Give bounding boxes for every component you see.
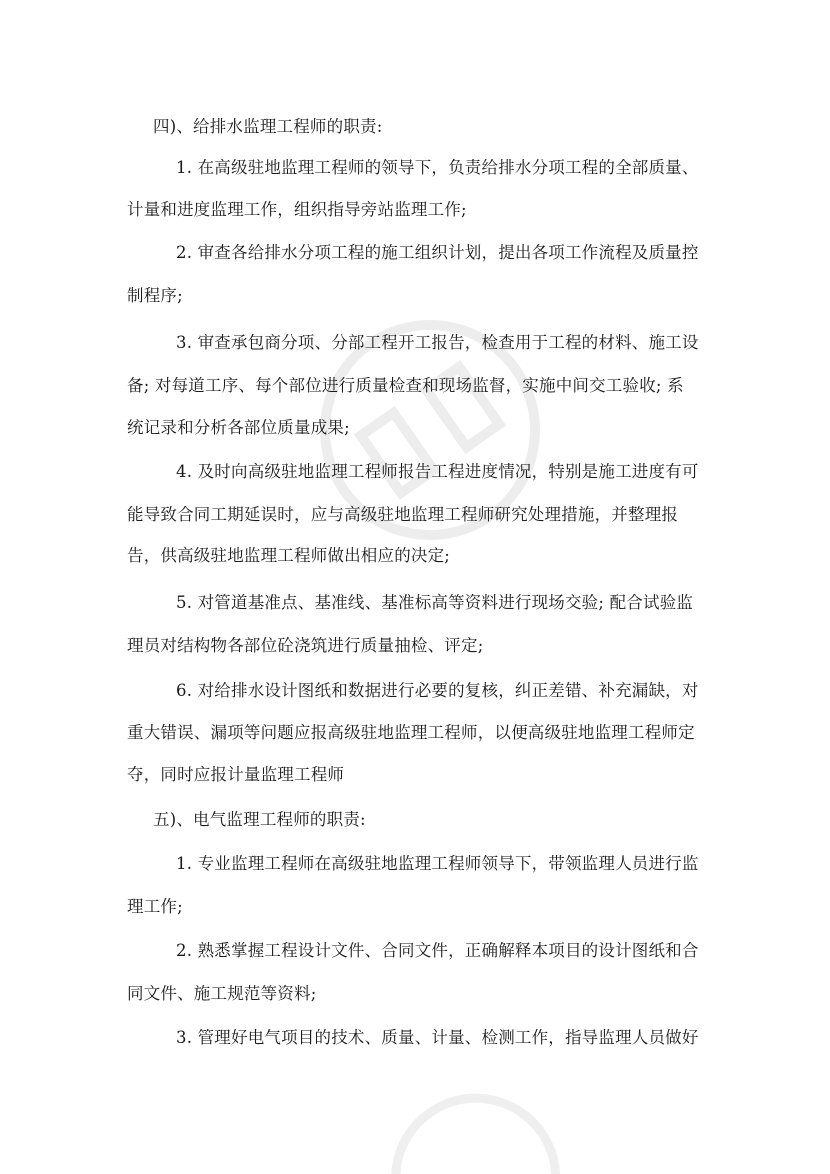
section-heading: 四)、给排水监理工程师的职责: xyxy=(153,117,383,136)
paragraph-line: 夺，同时应报计量监理工程师 xyxy=(127,765,345,784)
paragraph-line: 制程序; xyxy=(127,286,183,305)
paragraph-line: 理工作; xyxy=(127,897,183,916)
paragraph-line: 备; 对每道工序、每个部位进行质量检查和现场监督，实施中间交工验收; 系 xyxy=(127,376,684,395)
paragraph-line: 计量和进度监理工作，组织指导旁站监理工作; xyxy=(127,200,467,219)
paragraph-line: 2. 审查各给排水分项工程的施工组织计划，提出各项工作流程及质量控 xyxy=(176,243,699,262)
paragraph-line: 能导致合同工期延误时，应与高级驻地监理工程师研究处理措施，并整理报 xyxy=(127,505,679,524)
paragraph-line: 3. 审查承包商分项、分部工程开工报告，检查用于工程的材料、施工设 xyxy=(176,333,699,352)
paragraph-line: 1. 专业监理工程师在高级驻地监理工程师领导下，带领监理人员进行监 xyxy=(176,854,699,873)
paragraph-line: 5. 对管道基准点、基准线、基准标高等资料进行现场交验; 配合试验监 xyxy=(176,593,694,612)
paragraph-line: 3. 管理好电气项目的技术、质量、计量、检测工作，指导监理人员做好 xyxy=(176,1028,699,1047)
paragraph-line: 理员对结构物各部位砼浇筑进行质量抽检、评定; xyxy=(127,636,484,655)
paragraph-line: 4. 及时向高级驻地监理工程师报告工程进度情况，特别是施工进度有可 xyxy=(176,462,699,481)
paragraph-line: 统记录和分析各部位质量成果; xyxy=(127,418,350,437)
paragraph-line: 重大错误、漏项等问题应报高级驻地监理工程师，以便高级驻地监理工程师定 xyxy=(127,723,695,742)
section-heading: 五)、电气监理工程师的职责: xyxy=(153,810,366,829)
paragraph-line: 告，供高级驻地监理工程师做出相应的决定; xyxy=(127,546,451,565)
paragraph-line: 6. 对给排水设计图纸和数据进行必要的复核，纠正差错、补充漏缺，对 xyxy=(176,681,699,700)
watermark-icon xyxy=(370,1070,570,1174)
paragraph-line: 1. 在高级驻地监理工程师的领导下，负责给排水分项工程的全部质量、 xyxy=(176,158,699,177)
paragraph-line: 2. 熟悉掌握工程设计文件、合同文件，正确解释本项目的设计图纸和合 xyxy=(176,941,699,960)
paragraph-line: 同文件、施工规范等资料; xyxy=(127,984,317,1003)
